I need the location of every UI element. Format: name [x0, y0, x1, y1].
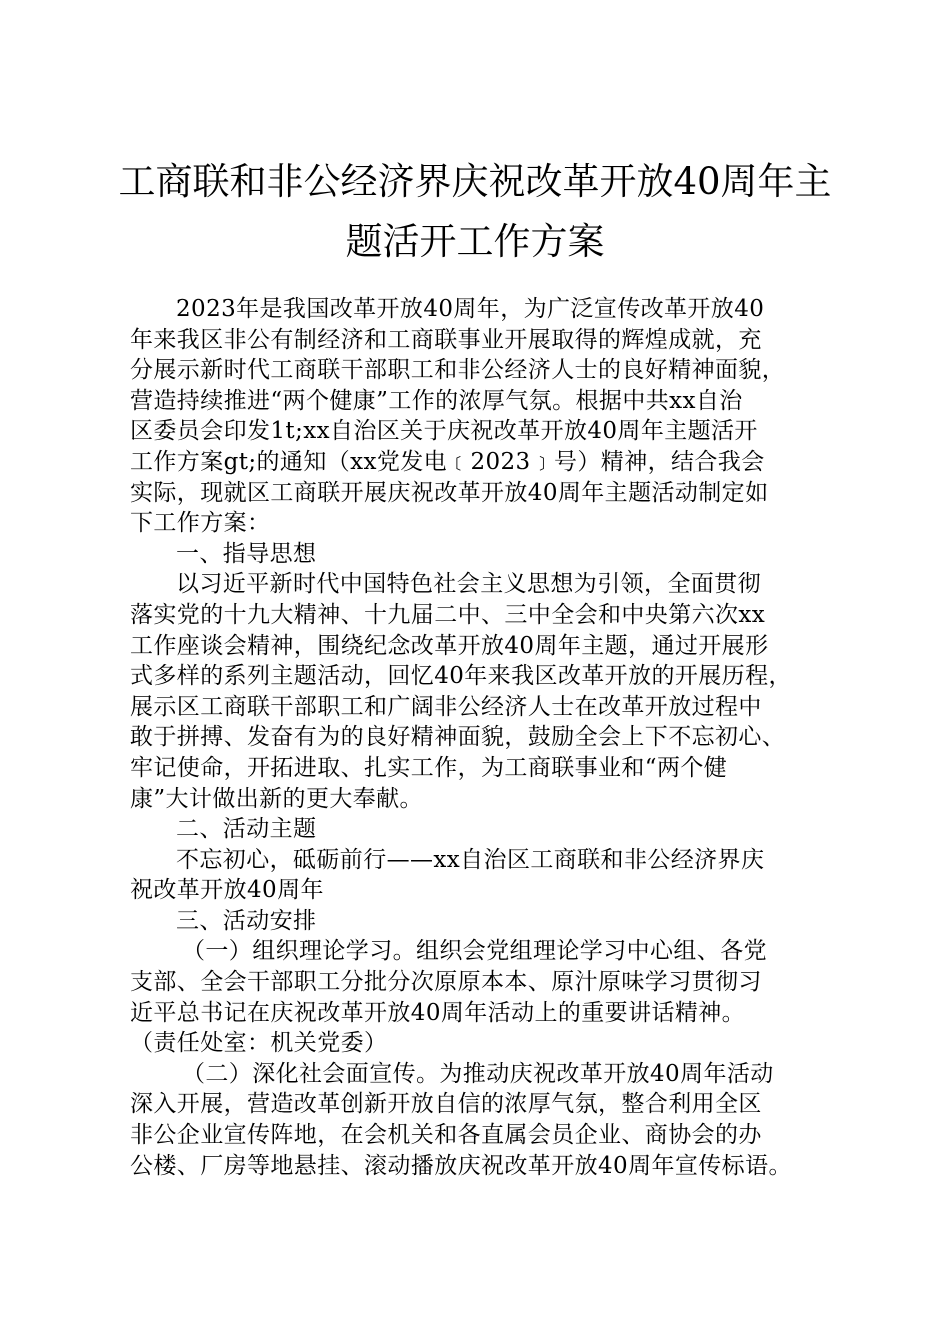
paragraph-line: 2023年是我国改革开放40周年，为广泛宣传改革开放40	[176, 296, 765, 322]
paragraph-line: 近平总书记在庆祝改革开放40周年活动上的重要讲话精神。	[130, 999, 746, 1026]
paragraph-line: 工作方案gt;的通知（xx党发电﹝2023﹞号）精神，结合我会	[130, 448, 765, 475]
paragraph-line: 营造持续推进“两个健康”工作的浓厚气氛。根据中共xx自治	[130, 387, 743, 414]
paragraph-line: （二）深化社会面宣传。为推动庆祝改革开放40周年活动	[182, 1060, 774, 1087]
document-title-line-1: 工商联和非公经济界庆祝改革开放40周年主	[118, 160, 832, 203]
paragraph-line: 牢记使命，开拓进取、扎实工作，为工商联事业和“两个健	[130, 754, 728, 781]
paragraph-line: 公楼、厂房等地悬挂、滚动播放庆祝改革开放40周年宣传标语。	[130, 1152, 792, 1179]
paragraph-line: 实际，现就区工商联开展庆祝改革开放40周年主题活动制定如	[130, 479, 769, 506]
section-heading: 二、活动主题	[176, 816, 317, 843]
paragraph-line: （一）组织理论学习。组织会党组理论学习中心组、各党	[182, 938, 767, 965]
paragraph-line: 区委员会印发1t;xx自治区关于庆祝改革开放40周年主题活开	[130, 418, 758, 445]
paragraph-line: 年来我区非公有制经济和工商联事业开展取得的辉煌成就，充	[130, 326, 762, 353]
paragraph-line: 康”大计做出新的更大奉献。	[130, 785, 423, 812]
paragraph-line: 不忘初心，砥砺前行——xx自治区工商联和非公经济界庆	[176, 846, 765, 873]
document-title-line-2: 题活开工作方案	[345, 220, 605, 263]
paragraph-line: 敢于拼搏、发奋有为的良好精神面貌，鼓励全会上下不忘初心、	[130, 724, 786, 751]
paragraph-line: 祝改革开放40周年	[130, 877, 324, 904]
paragraph-line: 以习近平新时代中国特色社会主义思想为引领，全面贯彻	[176, 571, 761, 598]
paragraph-line: 工作座谈会精神，围绕纪念改革开放40周年主题，通过开展形	[130, 632, 769, 659]
section-heading: 一、指导思想	[176, 540, 317, 567]
paragraph-line: 落实党的十九大精神、十九届二中、三中全会和中央第六次xx	[130, 601, 766, 628]
paragraph-line: 支部、全会干部职工分批分次原原本本、原汁原味学习贯彻习	[130, 969, 762, 996]
document-body	[130, 294, 835, 1181]
paragraph-line: 展示区工商联干部职工和广阔非公经济人士在改革开放过程中	[130, 693, 762, 720]
paragraph-line: 下工作方案：	[130, 510, 271, 537]
paragraph-line: 非公企业宣传阵地，在会机关和各直属会员企业、商协会的办	[130, 1122, 762, 1149]
paragraph-line: 分展示新时代工商联干部职工和非公经济人士的良好精神面貌，	[130, 357, 786, 384]
section-heading: 三、活动安排	[176, 907, 317, 934]
paragraph-line: （责任处室：机关党委）	[130, 1030, 388, 1057]
paragraph-line: 式多样的系列主题活动，回忆40年来我区改革开放的开展历程，	[130, 663, 792, 690]
paragraph-line: 深入开展，营造改革创新开放自信的浓厚气氛，整合利用全区	[130, 1091, 762, 1118]
